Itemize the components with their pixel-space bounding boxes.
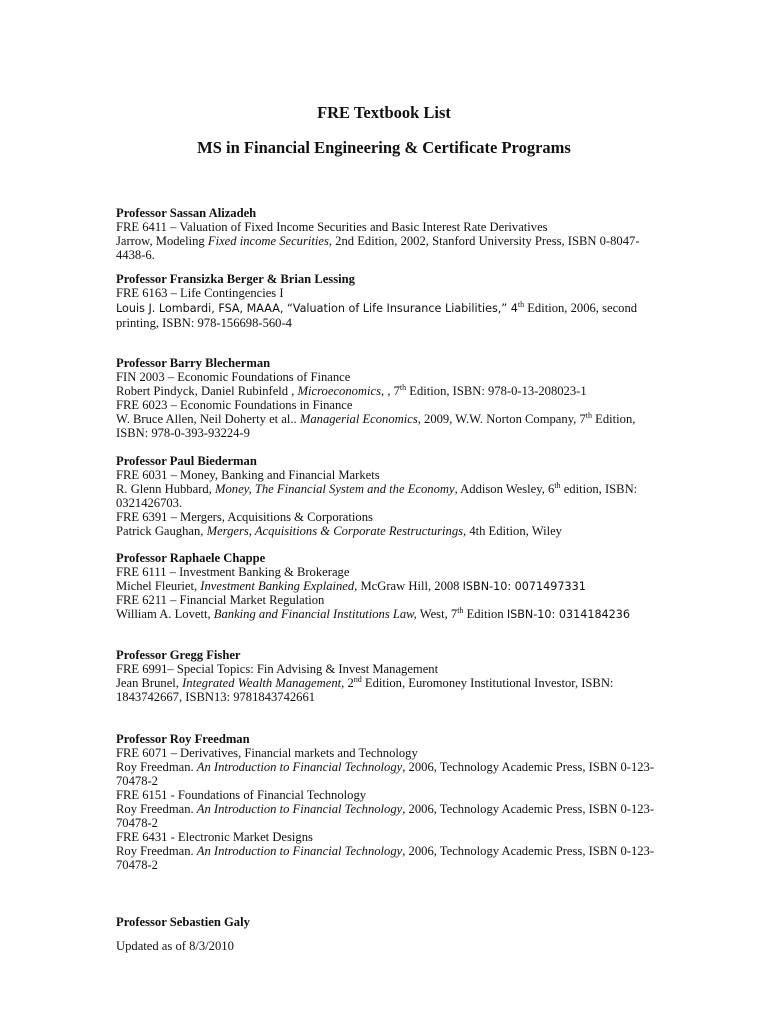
book-citation: Louis J. Lombardi, FSA, MAAA, “Valuation of Life Insurance Liabilities,” 4th Edition, 2006, second printing, ISBN: 978-156698-560-4 (116, 300, 638, 330)
professor-name: Professor Raphaele Chappe (116, 551, 266, 565)
course-line: FRE 6991– Special Topics: Fin Advising & Invest Management (116, 662, 439, 676)
course-line: FRE 6111 – Investment Banking & Brokerage (116, 565, 350, 579)
professor-name: Professor Paul Biederman (116, 454, 257, 468)
book-citation: Roy Freedman. An Introduction to Financial Technology, 2006, Technology Academic Press, ISBN 0-123-70478-2 (116, 802, 655, 830)
book-citation: William A. Lovett, Banking and Financial Institutions Law, West, 7th Edition ISBN-10: 0314184236 (116, 606, 631, 621)
course-line: FRE 6163 – Life Contingencies I (116, 286, 284, 300)
professor-name: Professor Fransizka Berger & Brian Lessing (116, 272, 355, 286)
book-citation: Roy Freedman. An Introduction to Financial Technology, 2006, Technology Academic Press, ISBN 0-123-70478-2 (116, 760, 655, 788)
professor-name: Professor Roy Freedman (116, 732, 250, 746)
course-line: FRE 6023 – Economic Foundations in Finance (116, 398, 353, 412)
book-citation: Robert Pindyck, Daniel Rubinfeld , Microeconomics, , 7th Edition, ISBN: 978-0-13-208023-1 (116, 383, 587, 398)
book-citation: Michel Fleuriet, Investment Banking Explained, McGraw Hill, 2008 ISBN-10: 0071497331 (116, 579, 586, 593)
professor-name: Professor Sebastien Galy (116, 915, 250, 929)
document-title: FRE Textbook List (317, 103, 451, 122)
professor-name: Professor Barry Blecherman (116, 356, 271, 370)
book-citation: R. Glenn Hubbard, Money, The Financial System and the Economy, Addison Wesley, 6th edition, ISBN: 0321426703. (116, 481, 638, 510)
course-line: FRE 6411 – Valuation of Fixed Income Securities and Basic Interest Rate Derivatives (116, 220, 548, 234)
book-citation: Roy Freedman. An Introduction to Financial Technology, 2006, Technology Academic Press, ISBN 0-123-70478-2 (116, 844, 655, 872)
updated-note: Updated as of 8/3/2010 (116, 939, 234, 953)
document-subtitle: MS in Financial Engineering & Certificate Programs (197, 138, 571, 157)
course-line: FRE 6211 – Financial Market Regulation (116, 593, 325, 607)
book-citation: Patrick Gaughan, Mergers, Acquisitions & Corporate Restructurings, 4th Edition, Wiley (116, 524, 562, 538)
course-line: FRE 6031 – Money, Banking and Financial Markets (116, 468, 380, 482)
professor-name: Professor Sassan Alizadeh (116, 206, 257, 220)
course-line: FRE 6391 – Mergers, Acquisitions & Corporations (116, 510, 373, 524)
professor-name: Professor Gregg Fisher (116, 648, 241, 662)
book-citation: W. Bruce Allen, Neil Doherty et al.. Managerial Economics, 2009, W.W. Norton Company, 7th Edition, ISBN: 978-0-393-93224-9 (116, 411, 636, 440)
course-line: FRE 6431 - Electronic Market Designs (116, 830, 313, 844)
course-line: FIN 2003 – Economic Foundations of Finance (116, 370, 351, 384)
book-citation: Jarrow, Modeling Fixed income Securities, 2nd Edition, 2002, Stanford University Press, ISBN 0-8047-4438-6. (116, 234, 640, 262)
book-citation: Jean Brunel, Integrated Wealth Management, 2nd Edition, Euromoney Institutional Investor, ISBN: 1843742667, ISBN13: 9781843742661 (116, 675, 614, 704)
course-line: FRE 6071 – Derivatives, Financial markets and Technology (116, 746, 418, 760)
course-line: FRE 6151 - Foundations of Financial Technology (116, 788, 367, 802)
